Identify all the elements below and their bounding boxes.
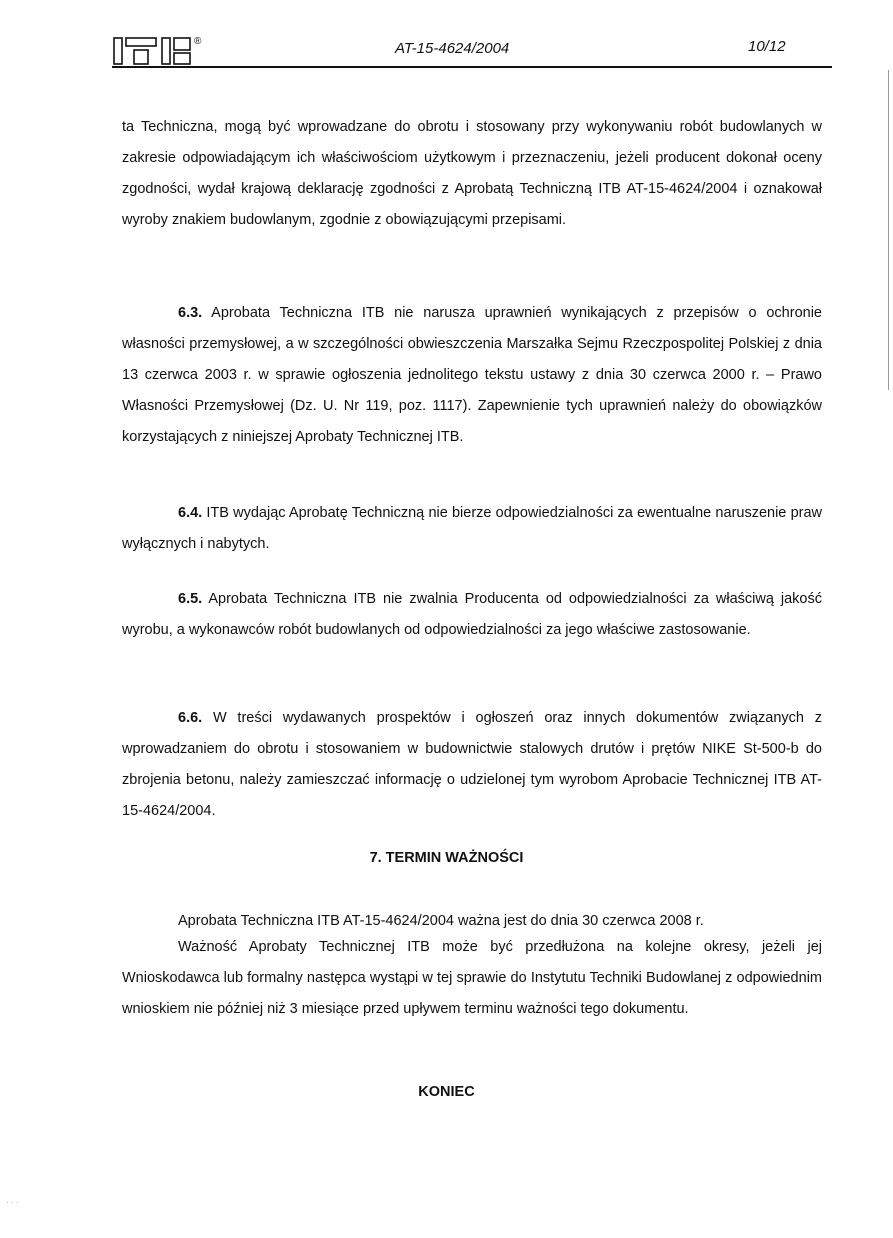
paragraph-6-4 (122, 498, 822, 560)
paragraph-6-5 (122, 584, 822, 646)
paragraph-text: ITB wydając Aprobatę Techniczną nie bierze odpowiedzialności za ewentualne naruszenie praw wyłącznych i nabytych. (122, 505, 822, 552)
paragraph-number: 6.4. (178, 505, 203, 521)
header-divider (112, 66, 832, 68)
paragraph-number: 6.3. (178, 305, 203, 321)
paragraph-text: Aprobata Techniczna ITB nie zwalnia Producenta od odpowiedzialności za właściwą jakość wyrobu, a wykonawców robót budowlanych od odpowiedzialności za jego właściwe zastosowanie. (122, 591, 822, 638)
scan-speck: · · · (6, 1198, 19, 1207)
scan-edge-mark (888, 70, 889, 390)
paragraph-number: 6.6. (178, 710, 203, 726)
section-heading: 7. TERMIN WAŻNOŚCI (369, 850, 524, 866)
paragraph-continued: ta Techniczna, mogą być wprowadzane do obrotu i stosowany przy wykonywaniu robót budowlanych w zakresie odpowiadającym ich właściwościom użytkowym i przeznaczeniu, jeżeli producent dokonał oceny zgodności, wydał krajową deklarację zgodności z Aprobatą Techniczną ITB AT-15-4624/2004 i oznakował wyroby znakiem budowlanym, zgodnie z obowiązującymi przepisami. (122, 119, 822, 228)
paragraph-text: Aprobata Techniczna ITB nie narusza uprawnień wynikających z przepisów o ochronie własności przemysłowej, a w szczególności obwieszczenia Marszałka Sejmu Rzeczpospolitej Polskiej z dnia 13 czerwca 2003 r. w sprawie ogłoszenia jednolitego tekstu ustawy z dnia 30 czerwca 2000 r. – Prawo Własności Przemysłowej (Dz. U. Nr 119, poz. 1117). Zapewnienie tych uprawnień należy do obowiązków korzystających z niniejszej Aprobaty Technicznej ITB. (122, 305, 822, 445)
paragraph-6-6 (122, 703, 822, 827)
extension-paragraph: Ważność Aprobaty Technicznej ITB może być przedłużona na kolejne okresy, jeżeli jej Wnioskodawca lub formalny następca wystąpi w tej sprawie do Instytutu Techniki Budowlanej z odpowiednim wnioskiem nie później niż 3 miesiące przed upływem terminu ważności tego dokumentu. (122, 939, 822, 1017)
itb-logo (112, 34, 212, 68)
paragraph-6-3 (122, 298, 822, 453)
registered-mark: ® (194, 36, 202, 47)
end-marker: KONIEC (418, 1084, 475, 1100)
page-number: 10/12 (748, 38, 786, 55)
paragraph-number: 6.5. (178, 591, 203, 607)
paragraph-text: W treści wydawanych prospektów i ogłoszeń oraz innych dokumentów związanych z wprowadzaniem do obrotu i stosowaniem w budownictwie stalowych drutów i prętów NIKE St-500-b do zbrojenia betonu, należy zamieszczać informację o udzielonej tym wyrobom Aprobacie Technicznej ITB AT-15-4624/2004. (122, 710, 822, 819)
validity-paragraph: Aprobata Techniczna ITB AT-15-4624/2004 ważna jest do dnia 30 czerwca 2008 r. (178, 913, 704, 929)
itb-logo-icon (112, 34, 212, 68)
document-number: AT-15-4624/2004 (395, 40, 510, 57)
